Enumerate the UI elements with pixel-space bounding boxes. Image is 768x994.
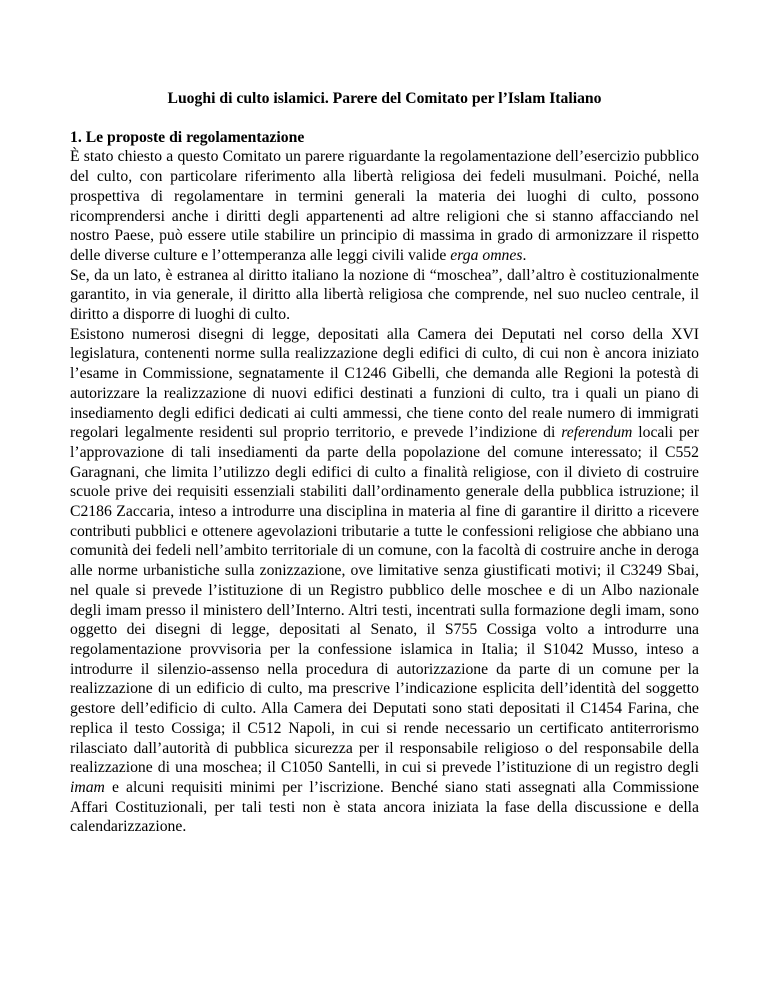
paragraph-1: [70, 147, 699, 265]
paragraph-1-text: È stato chiesto a questo Comitato un parere riguardante la regolamentazione dell’esercizio pubblico del culto, con particolare riferimento alla libertà religiosa dei fedeli musulmani. Poiché, nella prospettiva di regolamentare in termini generali la materia dei luoghi di culto, possono ricomprendersi anche i diritti degli appartenenti ad altre religioni che si stanno affacciando nel nostro Paese, può essere utile stabilire un principio di massima in grado di armonizzare il rispetto delle diverse culture e l’ottemperanza alle leggi civili valide: [70, 148, 699, 264]
document-page: [70, 89, 699, 837]
paragraph-3-text-b: locali per l’approvazione di tali insediamenti da parte della popolazione del comune interessato; il C552 Garagnani, che limita l’utilizzo degli edifici di culto a finalità religiose, con il divieto di costruire scuole prive dei requisiti essenziali stabiliti dall’ordinamento generale della pubblica istruzione; il C2186 Zaccaria, inteso a introdurre una disciplina in materia al fine di garantire il diritto a ricevere contributi pubblici e ottenere agevolazioni tributarie a tutte le confessioni religiose che abbiano una comunità dei fedeli nell’ambito territoriale di un comune, con la facoltà di costruire anche in deroga alle norme urbanistiche sulla zonizzazione, ove limitative senza giustificati motivi; il C3249 Sbai, nel quale si prevede l’istituzione di un Registro pubblico delle moschee e di un Albo nazionale degli imam presso il ministero dell’Interno. Altri testi, incentrati sulla formazione degli imam, sono oggetto dei disegni di legge, depositati al Senato, il S755 Cossiga volto a introdurre una regolamentazione provvisoria per la confessione islamica in Italia; il S1042 Musso, inteso a introdurre il silenzio-assenso nella procedura di autorizzazione da parte di un comune per la realizzazione di un edificio di culto, ma prescrive l’indicazione esplicita dell’identità del soggetto gestore dell’edificio di culto. Alla Camera dei Deputati sono stati depositati il C1454 Farina, che replica il testo Cossiga; il C512 Napoli, in cui si rende necessario un certificato antiterrorismo rilasciato dall’autorità di pubblica sicurezza per il responsabile religioso o del responsabile della realizzazione di una moschea; il C1050 Santelli, in cui si prevede l’istituzione di un registro degli: [70, 424, 699, 777]
paragraph-3-text-a: Esistono numerosi disegni di legge, depositati alla Camera dei Deputati nel corso della XVI legislatura, contenenti norme sulla realizzazione degli edifici di culto, di cui non è ancora iniziato l’esame in Commissione, segnatamente il C1246 Gibelli, che demanda alle Regioni la potestà di autorizzare la realizzazione di nuovi edifici destinati a funzioni di culto, tra i quali un piano di insediamento degli edifici dedicati ai culti ammessi, che tiene conto del reale numero di immigrati regolari legalmente residenti sul proprio territorio, e prevede l’indizione di: [70, 325, 699, 442]
section-heading: 1. Le proposte di regolamentazione: [70, 128, 305, 146]
paragraph-2: Se, da un lato, è estranea al diritto italiano la nozione di “moschea”, dall’altro è costituzionalmente garantito, in via generale, il diritto alla libertà religiosa che comprende, nel suo nucleo centrale, il diritto a disporre di luoghi di culto.: [70, 266, 699, 324]
paragraph-3-text-c: e alcuni requisiti minimi per l’iscrizione. Benché siano stati assegnati alla Commissione Affari Costituzionali, per tali testi non è stata ancora iniziata la fase della discussione e della calendarizzazione.: [70, 778, 699, 836]
paragraph-1-italic: erga omnes: [450, 246, 523, 264]
paragraph-1-end: .: [522, 246, 527, 264]
paragraph-3: [70, 325, 699, 837]
paragraph-3-italic-referendum: referendum: [561, 424, 633, 442]
document-title: Luoghi di culto islamici. Parere del Comitato per l’Islam Italiano: [167, 90, 602, 107]
paragraph-3-italic-imam: imam: [70, 778, 105, 796]
